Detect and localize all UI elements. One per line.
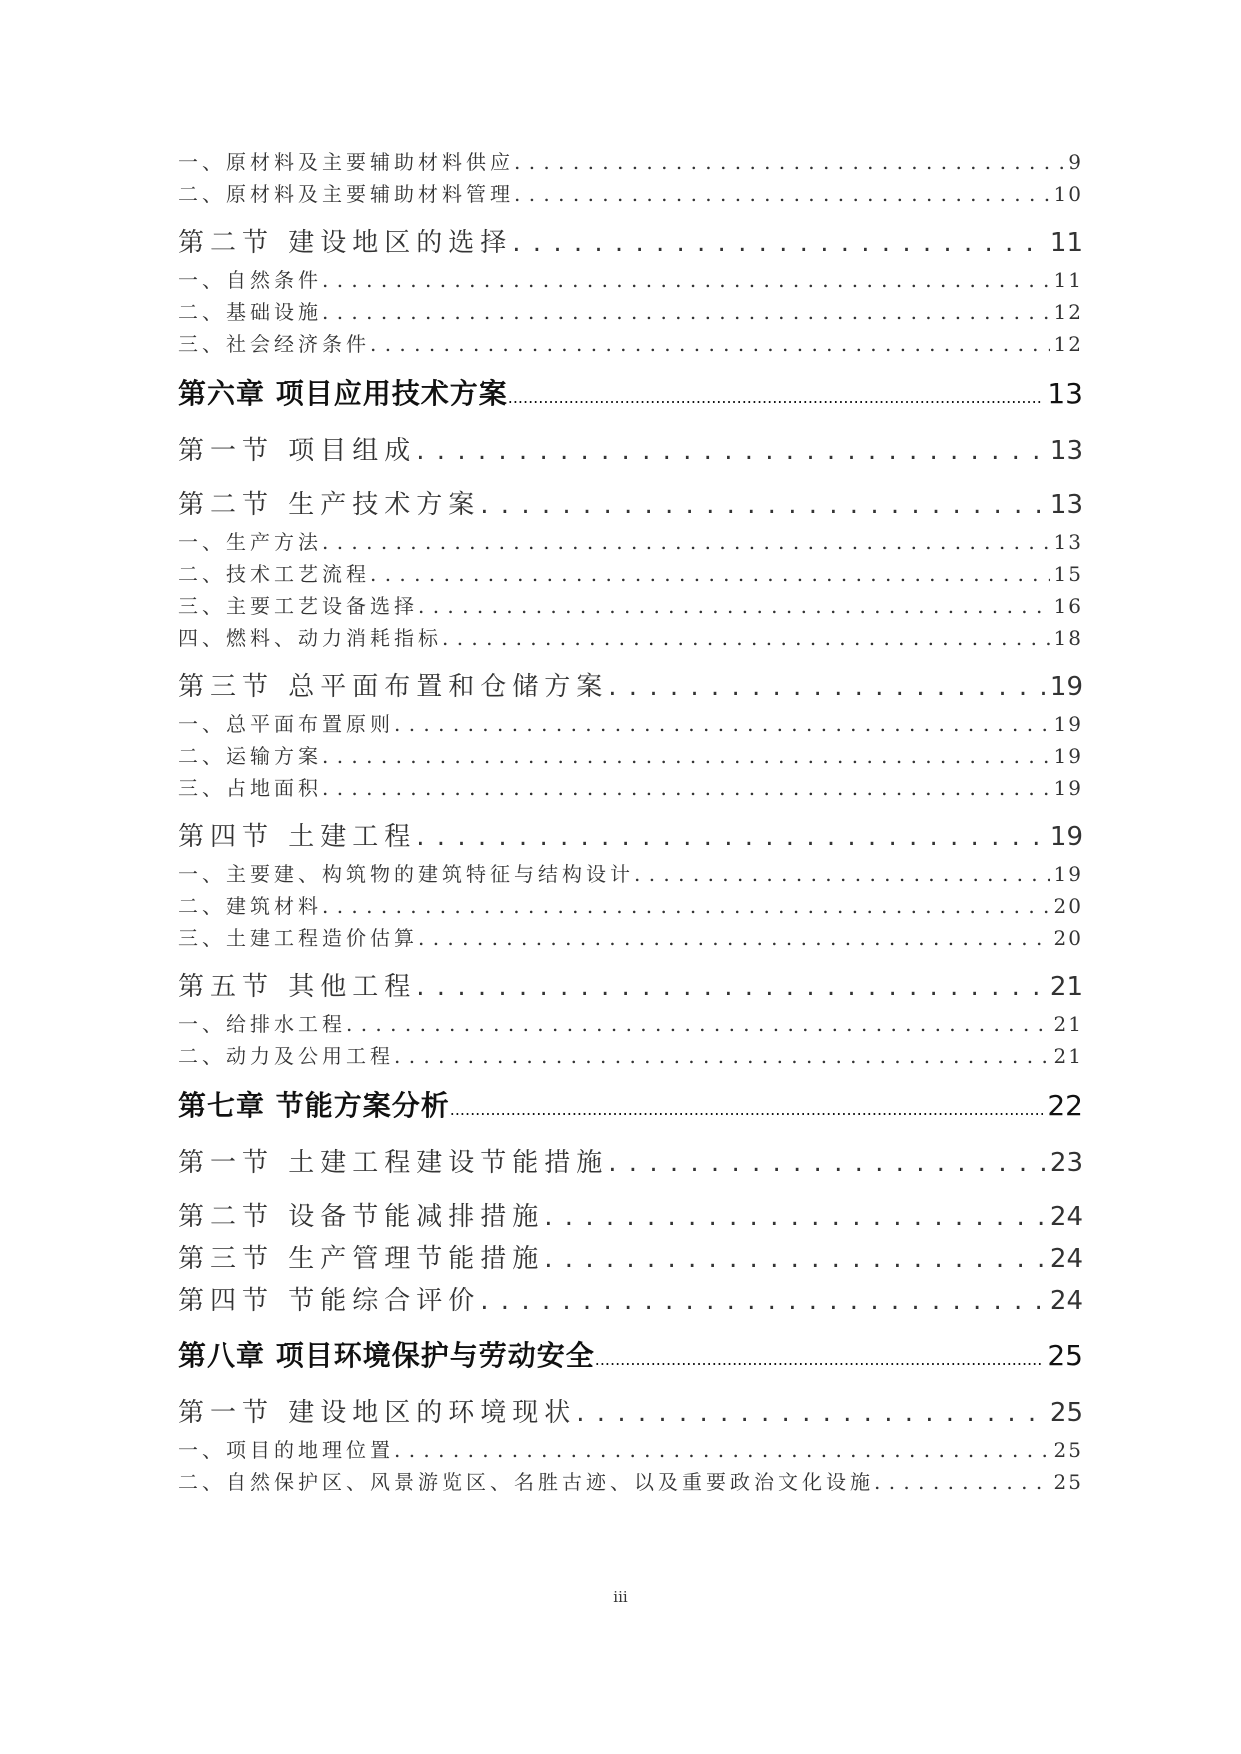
toc-page-number: 20 — [1053, 926, 1083, 948]
toc-page-number: 19 — [1049, 822, 1083, 852]
toc-page-number: 13 — [1053, 530, 1083, 552]
toc-section[interactable] — [178, 1196, 1083, 1232]
toc-title: 二、建筑材料 — [178, 894, 322, 916]
toc-item[interactable] — [178, 1008, 1083, 1034]
toc-leader-dots — [512, 228, 1046, 258]
toc-page-number: 18 — [1053, 626, 1083, 648]
toc-leader-dots — [322, 776, 1050, 798]
toc-item[interactable] — [178, 590, 1083, 616]
toc-title: 一、自然条件 — [178, 268, 322, 290]
toc-title: 第三节 生产管理节能措施 — [178, 1244, 545, 1274]
toc-page-number: 10 — [1053, 182, 1083, 204]
toc-page-number: 15 — [1053, 562, 1083, 584]
toc-page-number: 12 — [1053, 332, 1083, 354]
toc-title: 一、项目的地理位置 — [178, 1438, 394, 1460]
toc-item[interactable] — [178, 146, 1083, 172]
toc-page-number: 19 — [1053, 744, 1083, 766]
toc-title: 第二节 生产技术方案 — [178, 490, 481, 520]
toc-page-number: 25 — [1047, 1339, 1083, 1372]
toc-leader-dots — [608, 672, 1046, 702]
toc-page-number: 21 — [1053, 1044, 1083, 1066]
toc-page-number: 13 — [1047, 377, 1083, 410]
toc-page-number: 11 — [1049, 228, 1083, 258]
toc-item[interactable] — [178, 558, 1083, 584]
toc-page-number: 19 — [1053, 776, 1083, 798]
toc-item[interactable] — [178, 1434, 1083, 1460]
toc-chapter[interactable] — [178, 1334, 1083, 1374]
toc-item[interactable] — [178, 178, 1083, 204]
toc-section[interactable] — [178, 484, 1083, 520]
toc-title: 第二节 建设地区的选择 — [178, 228, 513, 258]
toc-item[interactable] — [178, 296, 1083, 322]
toc-page-number: 13 — [1049, 436, 1083, 466]
toc-title: 第五节 其他工程 — [178, 972, 417, 1002]
toc-page-number: 13 — [1049, 490, 1083, 520]
table-of-contents — [178, 146, 1083, 1492]
toc-leader-dots — [508, 377, 1044, 410]
toc-page-number: 23 — [1049, 1148, 1083, 1178]
toc-title: 二、运输方案 — [178, 744, 322, 766]
toc-title: 二、自然保护区、风景游览区、名胜古迹、以及重要政治文化设施 — [178, 1470, 874, 1492]
toc-leader-dots — [874, 1470, 1050, 1492]
toc-page-number: 24 — [1049, 1202, 1083, 1232]
toc-title: 一、原材料及主要辅助材料供应 — [178, 150, 514, 172]
toc-title: 二、原材料及主要辅助材料管理 — [178, 182, 514, 204]
toc-title: 第七章 节能方案分析 — [178, 1089, 450, 1122]
toc-title: 四、燃料、动力消耗指标 — [178, 626, 442, 648]
toc-section[interactable] — [178, 966, 1083, 1002]
toc-leader-dots — [322, 268, 1050, 290]
toc-item[interactable] — [178, 1466, 1083, 1492]
toc-item[interactable] — [178, 708, 1083, 734]
toc-page-number: 25 — [1049, 1398, 1083, 1428]
toc-leader-dots — [480, 490, 1046, 520]
toc-page-number: 21 — [1053, 1012, 1083, 1034]
toc-title: 二、基础设施 — [178, 300, 322, 322]
toc-leader-dots — [418, 594, 1050, 616]
toc-section[interactable] — [178, 222, 1083, 258]
toc-page-number: 21 — [1049, 972, 1083, 1002]
toc-leader-dots — [514, 150, 1064, 172]
toc-section[interactable] — [178, 1142, 1083, 1178]
toc-page-number: 19 — [1049, 672, 1083, 702]
toc-leader-dots — [595, 1339, 1044, 1372]
toc-page-number: 24 — [1049, 1244, 1083, 1274]
toc-page-number: 19 — [1053, 862, 1083, 884]
toc-leader-dots — [416, 972, 1046, 1002]
toc-title: 三、占地面积 — [178, 776, 322, 798]
toc-item[interactable] — [178, 526, 1083, 552]
toc-page-number: 20 — [1053, 894, 1083, 916]
toc-item[interactable] — [178, 772, 1083, 798]
toc-title: 一、给排水工程 — [178, 1012, 346, 1034]
toc-chapter[interactable] — [178, 1084, 1083, 1124]
toc-leader-dots — [634, 862, 1050, 884]
toc-title: 第四节 土建工程 — [178, 822, 417, 852]
toc-title: 第六章 项目应用技术方案 — [178, 377, 508, 410]
toc-leader-dots — [416, 822, 1046, 852]
toc-section[interactable] — [178, 816, 1083, 852]
toc-page-number: 11 — [1053, 268, 1083, 290]
toc-section[interactable] — [178, 1392, 1083, 1428]
toc-item[interactable] — [178, 622, 1083, 648]
toc-item[interactable] — [178, 264, 1083, 290]
toc-title: 第一节 土建工程建设节能措施 — [178, 1148, 609, 1178]
toc-title: 三、社会经济条件 — [178, 332, 370, 354]
toc-leader-dots — [394, 1438, 1050, 1460]
toc-leader-dots — [544, 1202, 1046, 1232]
toc-section[interactable] — [178, 1280, 1083, 1316]
toc-title: 二、动力及公用工程 — [178, 1044, 394, 1066]
toc-leader-dots — [544, 1244, 1046, 1274]
toc-leader-dots — [450, 1089, 1044, 1122]
toc-title: 第三节 总平面布置和仓储方案 — [178, 672, 609, 702]
toc-page-number: 24 — [1049, 1286, 1083, 1316]
toc-title: 第四节 节能综合评价 — [178, 1286, 481, 1316]
toc-leader-dots — [416, 436, 1046, 466]
toc-page-number: 16 — [1053, 594, 1083, 616]
toc-title: 二、技术工艺流程 — [178, 562, 370, 584]
toc-leader-dots — [346, 1012, 1050, 1034]
toc-leader-dots — [322, 744, 1050, 766]
toc-leader-dots — [394, 712, 1050, 734]
toc-leader-dots — [514, 182, 1050, 204]
toc-title: 第二节 设备节能减排措施 — [178, 1202, 545, 1232]
toc-title: 三、主要工艺设备选择 — [178, 594, 418, 616]
toc-leader-dots — [322, 300, 1050, 322]
toc-section[interactable] — [178, 1238, 1083, 1274]
toc-leader-dots — [370, 332, 1050, 354]
toc-leader-dots — [480, 1286, 1046, 1316]
toc-title: 三、土建工程造价估算 — [178, 926, 418, 948]
toc-item[interactable] — [178, 858, 1083, 884]
toc-item[interactable] — [178, 890, 1083, 916]
toc-page-number: 25 — [1053, 1470, 1083, 1492]
toc-title: 一、生产方法 — [178, 530, 322, 552]
toc-title: 第一节 建设地区的环境现状 — [178, 1398, 577, 1428]
toc-title: 一、主要建、构筑物的建筑特征与结构设计 — [178, 862, 634, 884]
toc-chapter[interactable] — [178, 372, 1083, 412]
toc-leader-dots — [322, 894, 1050, 916]
toc-leader-dots — [442, 626, 1050, 648]
toc-page-number: 9 — [1068, 150, 1083, 172]
toc-leader-dots — [370, 562, 1050, 584]
toc-leader-dots — [576, 1398, 1046, 1428]
toc-item[interactable] — [178, 740, 1083, 766]
toc-title: 第一节 项目组成 — [178, 436, 417, 466]
toc-leader-dots — [394, 1044, 1050, 1066]
toc-item[interactable] — [178, 922, 1083, 948]
toc-item[interactable] — [178, 1040, 1083, 1066]
toc-leader-dots — [418, 926, 1050, 948]
toc-section[interactable] — [178, 430, 1083, 466]
toc-title: 一、总平面布置原则 — [178, 712, 394, 734]
toc-page-number: 19 — [1053, 712, 1083, 734]
toc-item[interactable] — [178, 328, 1083, 354]
toc-section[interactable] — [178, 666, 1083, 702]
toc-page-number: 22 — [1047, 1089, 1083, 1122]
toc-page-number: 12 — [1053, 300, 1083, 322]
toc-leader-dots — [322, 530, 1050, 552]
toc-page-number: 25 — [1053, 1438, 1083, 1460]
toc-title: 第八章 项目环境保护与劳动安全 — [178, 1339, 595, 1372]
page-number-footer: iii — [613, 1588, 628, 1606]
toc-leader-dots — [608, 1148, 1046, 1178]
